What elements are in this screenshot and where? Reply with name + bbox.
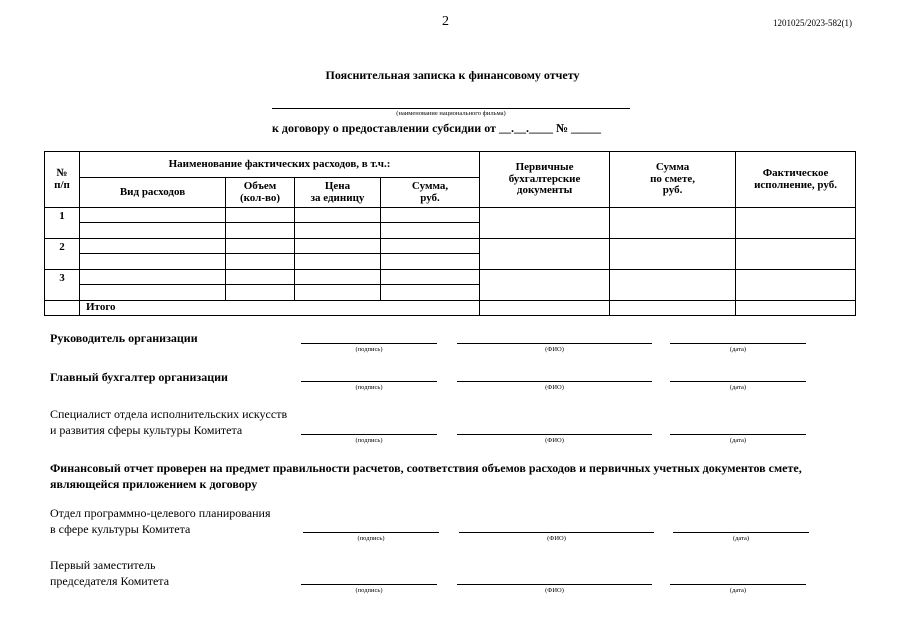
head-label: Руководитель организации [50,331,198,345]
col-group-header: Наименование фактических расходов, в т.ч.: [80,152,480,178]
col-price-header: Цена за единицу [295,178,381,208]
sign-line: (подпись) [301,434,437,435]
date-line: (дата) [670,434,806,435]
document-number: 1201025/2023-582(1) [773,18,852,28]
name-line: (ФИО) [457,434,652,435]
sign-line: (подпись) [301,381,437,382]
date-line: (дата) [670,343,806,344]
col-number-header: № п/п [45,152,80,208]
row-number: 3 [45,270,80,301]
contract-reference: к договору о предоставлении субсидии от __.__.____ № _____ [272,121,602,135]
row-number: 1 [45,208,80,239]
name-line: (ФИО) [459,532,654,533]
name-line: (ФИО) [457,381,652,382]
date-line: (дата) [670,584,806,585]
name-line: (ФИО) [457,343,652,344]
sign-line: (подпись) [301,343,437,344]
date-line: (дата) [670,381,806,382]
col-sum-header: Сумма, руб. [381,178,480,208]
first-deputy-label: Первый заместитель председателя Комитета [50,558,170,588]
document-title: Пояснительная записка к финансовому отчету [325,68,580,82]
date-line: (дата) [673,532,809,533]
col-type-header: Вид расходов [80,178,226,208]
col-volume-header: Объем (кол-во) [226,178,295,208]
col-estimate-header: Сумма по смете, руб. [610,152,736,208]
col-docs-header: Первичные бухгалтерские документы [480,152,610,208]
expenses-table [44,151,856,316]
planning-dept-label: Отдел программно-целевого планирования в сфере культуры Комитета [50,506,271,536]
sign-line: (подпись) [303,532,439,533]
chief-accountant-label: Главный бухгалтер организации [50,370,228,384]
sign-line: (подпись) [301,584,437,585]
page-number: 2 [442,14,449,29]
org-name-caption: (наименование национального фильма) [396,110,506,117]
total-label: Итого [80,301,480,316]
org-name-line [272,108,630,109]
verification-note: Финансовый отчет проверен на предмет правильности расчетов, соответствия объемов расходов и первичных учетных документов смете, являющейся приложением к договору [50,461,802,491]
row-number: 2 [45,239,80,270]
specialist-label: Специалист отдела исполнительских искусств и развития сферы культуры Комитета [50,407,288,437]
col-actual-header: Фактическое исполнение, руб. [736,152,856,208]
name-line: (ФИО) [457,584,652,585]
